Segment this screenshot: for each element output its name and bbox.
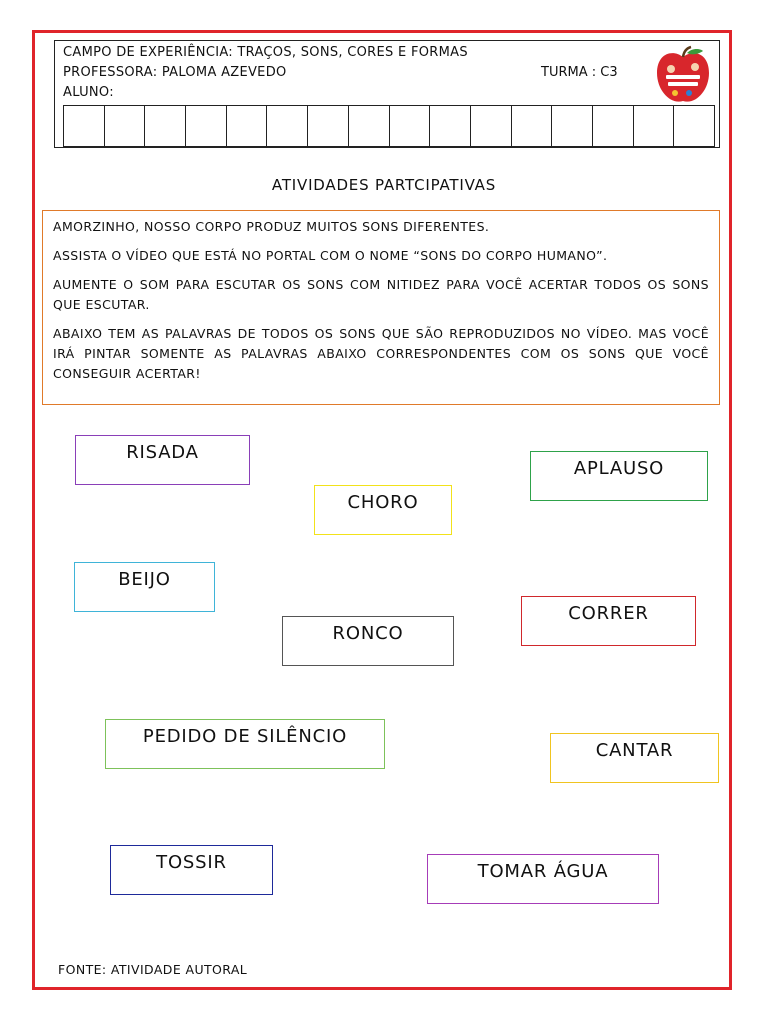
name-grid <box>63 105 715 147</box>
instructions-box <box>42 210 720 405</box>
word-box-ronco[interactable]: RONCO <box>282 616 454 666</box>
word-box-aplauso[interactable]: APLAUSO <box>530 451 708 501</box>
page-title: ATIVIDADES PARTCIPATIVAS <box>271 176 497 194</box>
turma-line: TURMA : C3 <box>541 65 618 80</box>
word-box-tossir[interactable]: TOSSIR <box>110 845 273 895</box>
campo-line: CAMPO DE EXPERIÊNCIA: TRAÇOS, SONS, CORES E FORMAS <box>63 45 468 60</box>
instruction-paragraph: ABAIXO TEM AS PALAVRAS DE TODOS OS SONS QUE SÃO REPRODUZIDOS NO VÍDEO. MAS VOCÊ IRÁ PINTAR SOMENTE AS PALAVRAS ABAIXO CORRESPONDENTES COM OS SONS QUE VOCÊ CONSEGUIR ACERTAR! <box>53 326 709 381</box>
aluno-line: ALUNO: <box>63 85 114 100</box>
name-grid-cell[interactable] <box>593 106 634 146</box>
word-box-risada[interactable]: RISADA <box>75 435 250 485</box>
instruction-paragraph: AUMENTE O SOM PARA ESCUTAR OS SONS COM NITIDEZ PARA VOCÊ ACERTAR TODOS OS SONS QUE ESCUTAR. <box>53 277 709 312</box>
name-grid-cell[interactable] <box>390 106 431 146</box>
name-grid-cell[interactable] <box>308 106 349 146</box>
name-grid-cell[interactable] <box>674 106 714 146</box>
word-box-choro[interactable]: CHORO <box>314 485 452 535</box>
word-box-beijo[interactable]: BEIJO <box>74 562 215 612</box>
apple-logo-icon <box>651 45 715 107</box>
instruction-paragraph: ASSISTA O VÍDEO QUE ESTÁ NO PORTAL COM O NOME “SONS DO CORPO HUMANO”. <box>53 248 608 263</box>
name-grid-cell[interactable] <box>145 106 186 146</box>
header-box <box>54 40 720 148</box>
name-grid-cell[interactable] <box>267 106 308 146</box>
name-grid-cell[interactable] <box>634 106 675 146</box>
name-grid-cell[interactable] <box>552 106 593 146</box>
word-box-cantar[interactable]: CANTAR <box>550 733 719 783</box>
professora-line: PROFESSORA: PALOMA AZEVEDO <box>63 65 287 80</box>
name-grid-cell[interactable] <box>512 106 553 146</box>
name-grid-cell[interactable] <box>430 106 471 146</box>
name-grid-cell[interactable] <box>349 106 390 146</box>
name-grid-cell[interactable] <box>227 106 268 146</box>
instruction-paragraph: AMORZINHO, NOSSO CORPO PRODUZ MUITOS SONS DIFERENTES. <box>53 219 490 234</box>
name-grid-cell[interactable] <box>186 106 227 146</box>
footer-source: FONTE: ATIVIDADE AUTORAL <box>58 962 248 977</box>
name-grid-cell[interactable] <box>105 106 146 146</box>
name-grid-cell[interactable] <box>64 106 105 146</box>
word-box-pedido-de-silencio[interactable]: PEDIDO DE SILÊNCIO <box>105 719 385 769</box>
word-box-correr[interactable]: CORRER <box>521 596 696 646</box>
word-box-tomar-agua[interactable]: TOMAR ÁGUA <box>427 854 659 904</box>
name-grid-cell[interactable] <box>471 106 512 146</box>
